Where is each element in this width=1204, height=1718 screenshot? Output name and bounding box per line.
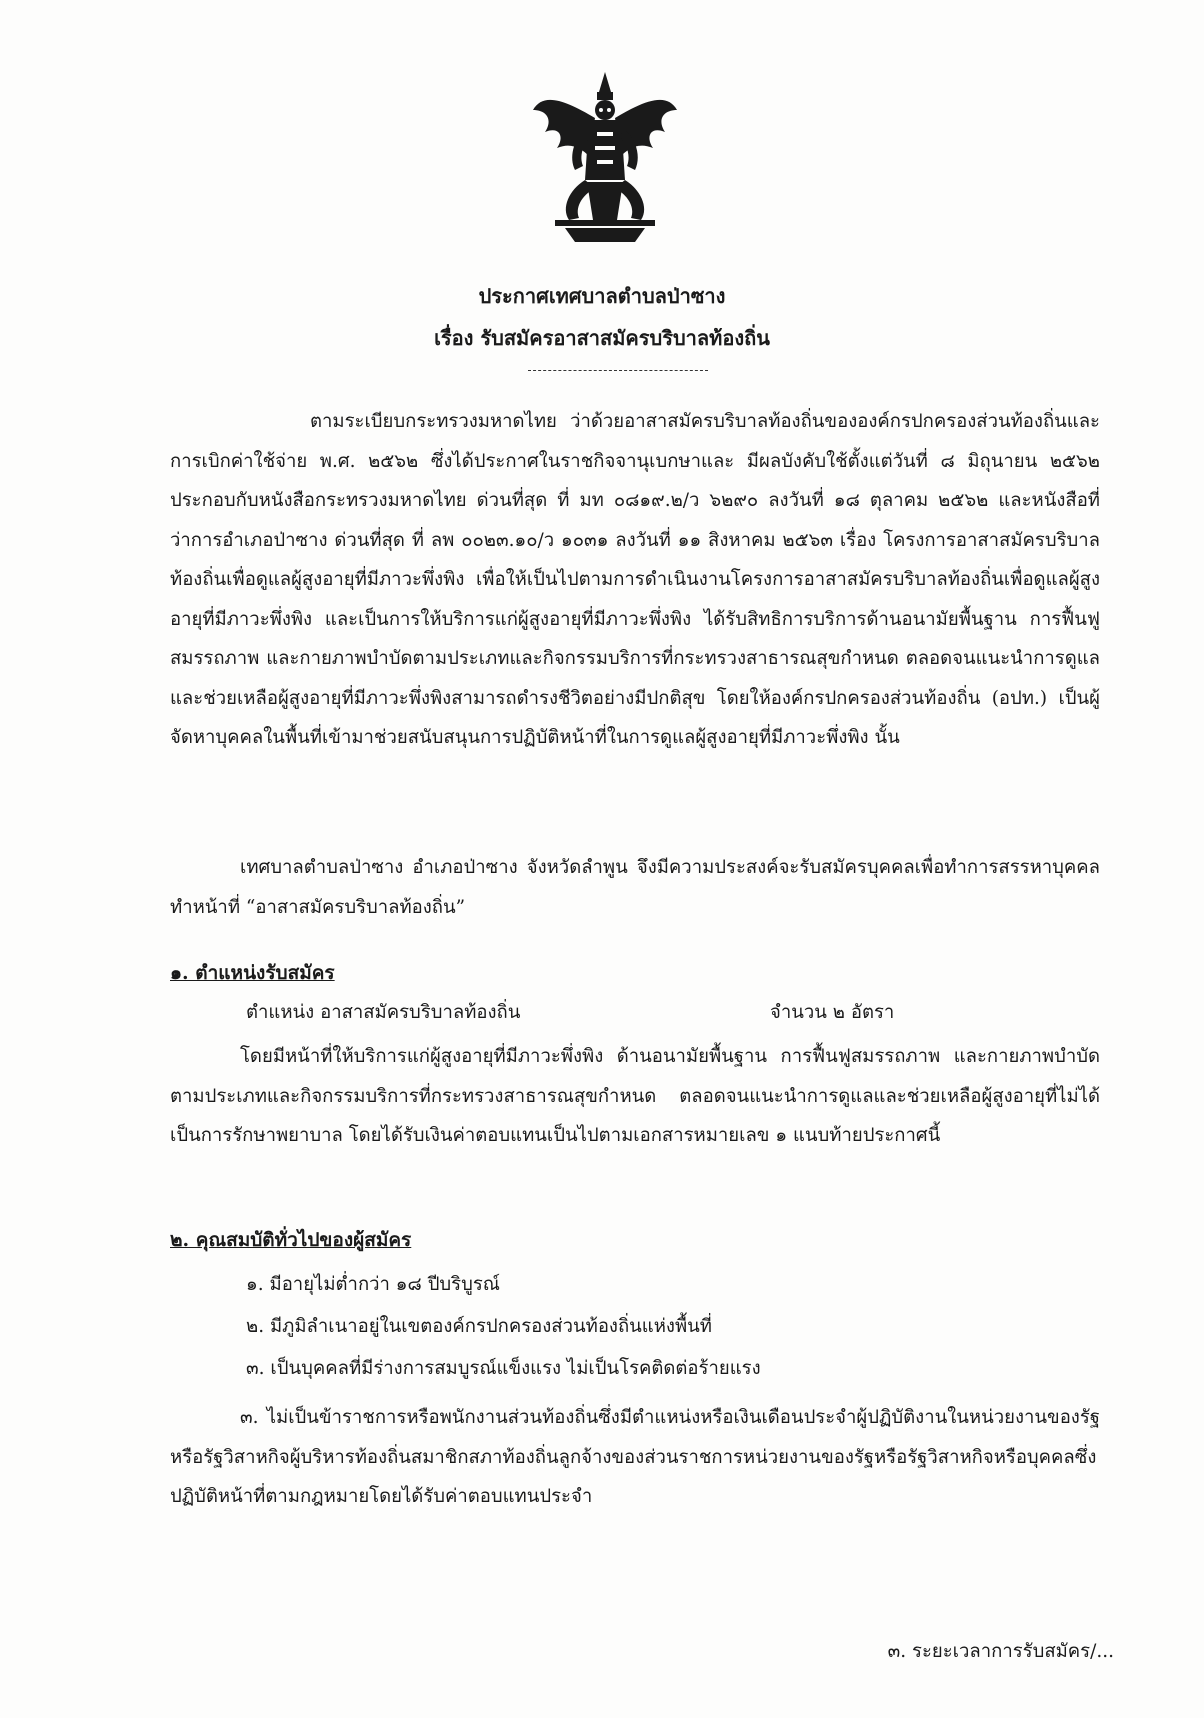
qualification-item: ๒. มีภูมิลำเนาอยู่ในเขตองค์กรปกครองส่วนท้องถิ่นแห่งพื้นที่ bbox=[246, 1316, 712, 1337]
qualification-item-4: ๓. ไม่เป็นข้าราชการหรือพนักงานส่วนท้องถิ่นซึ่งมีตำแหน่งหรือเงินเดือนประจำผู้ปฏิบัติงานในหน่วยงานของรัฐหรือรัฐวิสาหกิจผู้บริหารท้องถิ่นสมาชิกสภาท้องถิ่นลูกจ้างของส่วนราชการหน่วยงานของรัฐหรือรัฐวิสาหกิจหรือบุคคลซึ่งปฏิบัติหน้าที่ตามกฎหมายโดยได้รับค่าตอบแทนประจำ bbox=[170, 1407, 1100, 1507]
position-duties: โดยมีหน้าที่ให้บริการแก่ผู้สูงอายุที่มีภาวะพึ่งพิง ด้านอนามัยพื้นฐาน การฟื้นฟูสมรรถภาพ และกายภาพบำบัดตามประเภทและกิจกรรมบริการที่กระทรวงสาธารณสุขกำหนด ตลอดจนแนะนำการดูแลและช่วยเหลือผู้สูงอายุที่ไม่ได้เป็นการรักษาพยาบาล โดยได้รับเงินค่าตอบแทนเป็นไปตามเอกสารหมายเลข ๑ แนบท้ายประกาศนี้ bbox=[170, 1046, 1100, 1146]
intro-paragraph-1: ตามระเบียบกระทรวงมหาดไทย ว่าด้วยอาสาสมัครบริบาลท้องถิ่นขององค์กรปกครองส่วนท้องถิ่นและการเบิกค่าใช้จ่าย พ.ศ. ๒๕๖๒ ซึ่งได้ประกาศในราชกิจจานุเบกษาและ มีผลบังคับใช้ตั้งแต่วันที่ ๘ มิถุนายน ๒๕๖๒ ประกอบกับหนังสือกระทรวงมหาดไทย ด่วนที่สุด ที่ มท ๐๘๑๙.๒/ว ๖๒๙๐ ลงวันที่ ๑๘ ตุลาคม ๒๕๖๒ และหนังสือที่ว่าการอำเภอป่าซาง ด่วนที่สุด ที่ ลพ ๐๐๒๓.๑๐/ว ๑๐๓๑ ลงวันที่ ๑๑ สิงหาคม ๒๕๖๓ เรื่อง โครงการอาสาสมัครบริบาลท้องถิ่นเพื่อดูแลผู้สูงอายุที่มีภาวะพึ่งพิง เพื่อให้เป็นไปตามการดำเนินงานโครงการอาสาสมัครบริบาลท้องถิ่นเพื่อดูแลผู้สูงอายุที่มีภาวะพึ่งพิง และเป็นการให้บริการแก่ผู้สูงอายุที่มีภาวะพึ่งพิง ได้รับสิทธิการบริการด้านอนามัยพื้นฐาน การฟื้นฟูสมรรถภาพ และกายภาพบำบัดตามประเภทและกิจกรรมบริการที่กระทรวงสาธารณสุขกำหนด ตลอดจนแนะนำการดูแลและช่วยเหลือผู้สูงอายุที่มีภาวะพึ่งพิงสามารถดำรงชีวิตอย่างมีปกติสุข โดยให้องค์กรปกครองส่วนท้องถิ่น (อปท.) เป็นผู้จัดหาบุคคลในพื้นที่เข้ามาช่วยสนับสนุนการปฏิบัติหน้าที่ในการดูแลผู้สูงอายุที่มีภาวะพึ่งพิง นั้น bbox=[170, 411, 1100, 748]
section-1-heading: ๑. ตำแหน่งรับสมัคร bbox=[170, 962, 335, 984]
position-title: ตำแหน่ง อาสาสมัครบริบาลท้องถิ่น bbox=[246, 1002, 521, 1023]
intro-paragraph-2: เทศบาลตำบลป่าซาง อำเภอป่าซาง จังหวัดลำพูน จึงมีความประสงค์จะรับสมัครบุคคลเพื่อทำการสรรหาบุคคลทำหน้าที่ “อาสาสมัครบริบาลท้องถิ่น” bbox=[170, 857, 1100, 918]
page-continuation: ๓. ระยะเวลาการรับสมัคร/... bbox=[887, 1641, 1114, 1662]
position-count: จำนวน ๒ อัตรา bbox=[770, 1002, 895, 1023]
qualification-item: ๓. เป็นบุคคลที่มีร่างการสมบูรณ์แข็งแรง ไม่เป็นโรคติดต่อร้ายแรง bbox=[246, 1358, 761, 1379]
announcement-subject: เรื่อง รับสมัครอาสาสมัครบริบาลท้องถิ่น bbox=[434, 326, 770, 350]
qualification-item: ๑. มีอายุไม่ต่ำกว่า ๑๘ ปีบริบูรณ์ bbox=[246, 1274, 500, 1295]
announcement-title: ประกาศเทศบาลตำบลป่าซาง bbox=[478, 284, 726, 308]
divider bbox=[528, 370, 708, 371]
section-2-heading: ๒. คุณสมบัติทั่วไปของผู้สมัคร bbox=[170, 1229, 412, 1251]
garuda-emblem bbox=[525, 70, 685, 245]
